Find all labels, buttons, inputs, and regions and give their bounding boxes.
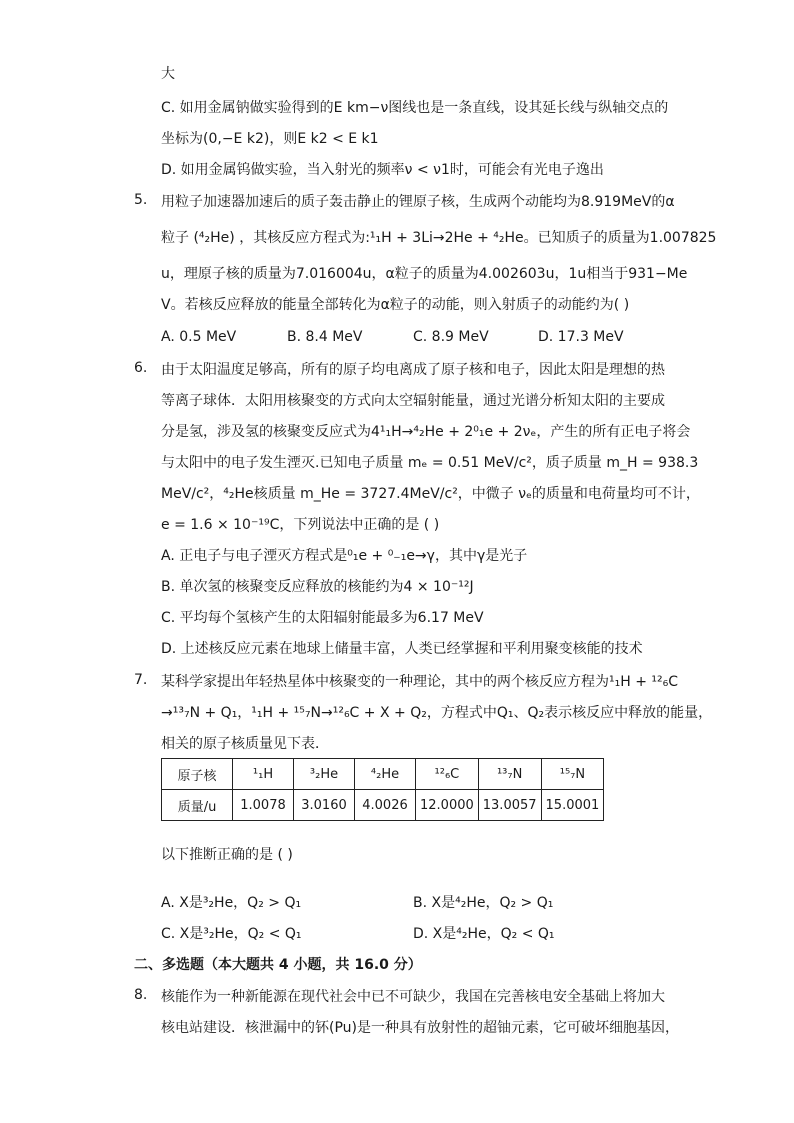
q6-line4: 与太阳中的电子发生湮灭.已知电子质量 mₑ = 0.51 MeV/c²，质子质量 m_H = 938.3 [161, 455, 699, 471]
q4-option-c-line1: C. 如用金属钠做实验得到的E km−ν图线也是一条直线，设其延长线与纵轴交点的 [161, 100, 669, 116]
q4-text-tail: 大 [161, 66, 175, 82]
table-cell: 12.0000 [416, 790, 479, 821]
q6-line2: 等离子球体．太阳用核聚变的方式向太空辐射能量，通过光谱分析知太阳的主要成 [161, 393, 665, 409]
q6-line5: MeV/c²，⁴₂He核质量 m_He = 3727.4MeV/c²，中微子 νₑ的质量和电荷量均可不计， [161, 486, 700, 502]
q5-line1: 用粒子加速器加速后的质子轰击静止的锂原子核，生成两个动能均为8.919MeV的α [161, 194, 675, 210]
q6-number: 6. [134, 360, 148, 376]
q7-option-a: A. X是³₂He，Q₂ > Q₁ [161, 895, 302, 911]
q7-line3: 相关的原子核质量见下表． [161, 736, 329, 752]
table-header-cell: ¹⁵₇N [541, 759, 604, 790]
q7-option-d: D. X是⁴₂He，Q₂ < Q₁ [413, 926, 555, 942]
q6-line6: e = 1.6 × 10⁻¹⁹C，下列说法中正确的是 ( ) [161, 517, 440, 533]
table-header-cell: 原子核 [162, 759, 233, 790]
q6-option-a: A. 正电子与电子湮灭方程式是⁰₁e + ⁰₋₁e→γ，其中γ是光子 [161, 548, 528, 564]
q8-line2: 核电站建设．核泄漏中的钚(Pu)是一种具有放射性的超铀元素，它可破坏细胞基因， [161, 1020, 679, 1036]
q5-line3: u，理原子核的质量为7.016004u，α粒子的质量为4.002603u，1u相当于931−Me [161, 266, 688, 282]
q5-option-d: D. 17.3 MeV [538, 329, 624, 345]
q5-option-b: B. 8.4 MeV [287, 329, 363, 345]
table-cell: 13.0057 [478, 790, 541, 821]
q8-number: 8. [134, 987, 148, 1003]
q6-line3: 分是氢，涉及氢的核聚变反应式为4¹₁H→⁴₂He + 2⁰₁e + 2νₑ，产生的所有正电子将会 [161, 424, 691, 440]
q5-line4: V。若核反应释放的能量全部转化为α粒子的动能，则入射质子的动能约为( ) [161, 297, 630, 313]
q5-option-a: A. 0.5 MeV [161, 329, 237, 345]
table-cell: 15.0001 [541, 790, 604, 821]
q4-option-c-line2: 坐标为(0,−E k2)，则E k2 < E k1 [161, 131, 379, 147]
q5-line2: 粒子 (⁴₂He) ，其核反应方程式为:¹₁H + 3Li→2He + ⁴₂He。已知质子的质量为1.007825 [161, 230, 717, 246]
q7-option-b: B. X是⁴₂He，Q₂ > Q₁ [413, 895, 554, 911]
table-row [162, 790, 604, 821]
q7-line2: →¹³₇N + Q₁，¹₁H + ¹⁵₇N→¹²₆C + X + Q₂，方程式中Q₁、Q₂表示核反应中释放的能量， [161, 705, 713, 721]
q6-option-b: B. 单次氢的核聚变反应释放的核能约为4 × 10⁻¹²J [161, 579, 474, 595]
table-header-cell: ¹₁H [233, 759, 294, 790]
table-header-cell: ⁴₂He [355, 759, 416, 790]
table-cell: 4.0026 [355, 790, 416, 821]
table-header-cell: ³₂He [294, 759, 355, 790]
q6-line1: 由于太阳温度足够高，所有的原子均电离成了原子核和电子，因此太阳是理想的热 [161, 362, 665, 378]
q7-prompt: 以下推断正确的是 ( ) [161, 847, 293, 863]
nucleus-mass-table [161, 758, 604, 821]
table-header-cell: ¹³₇N [478, 759, 541, 790]
q7-line1: 某科学家提出年轻热星体中核聚变的一种理论，其中的两个核反应方程为¹₁H + ¹²₆C [161, 674, 678, 690]
table-header-row [162, 759, 604, 790]
table-cell: 1.0078 [233, 790, 294, 821]
table-header-cell: ¹²₆C [416, 759, 479, 790]
q8-line1: 核能作为一种新能源在现代社会中已不可缺少，我国在完善核电安全基础上将加大 [161, 989, 665, 1005]
q6-option-d: D. 上述核反应元素在地球上储量丰富，人类已经掌握和平利用聚变核能的技术 [161, 641, 643, 657]
q5-number: 5. [134, 192, 148, 208]
table-cell: 质量/u [162, 790, 233, 821]
section-heading-multi-choice: 二、多选题（本大题共 4 小题，共 16.0 分） [134, 957, 422, 973]
q5-option-c: C. 8.9 MeV [413, 329, 489, 345]
q7-number: 7. [134, 672, 148, 688]
q6-option-c: C. 平均每个氢核产生的太阳辐射能最多为6.17 MeV [161, 610, 484, 626]
q7-option-c: C. X是³₂He，Q₂ < Q₁ [161, 926, 302, 942]
table-cell: 3.0160 [294, 790, 355, 821]
q4-option-d: D. 如用金属钨做实验，当入射光的频率ν < ν1时，可能会有光电子逸出 [161, 162, 604, 178]
